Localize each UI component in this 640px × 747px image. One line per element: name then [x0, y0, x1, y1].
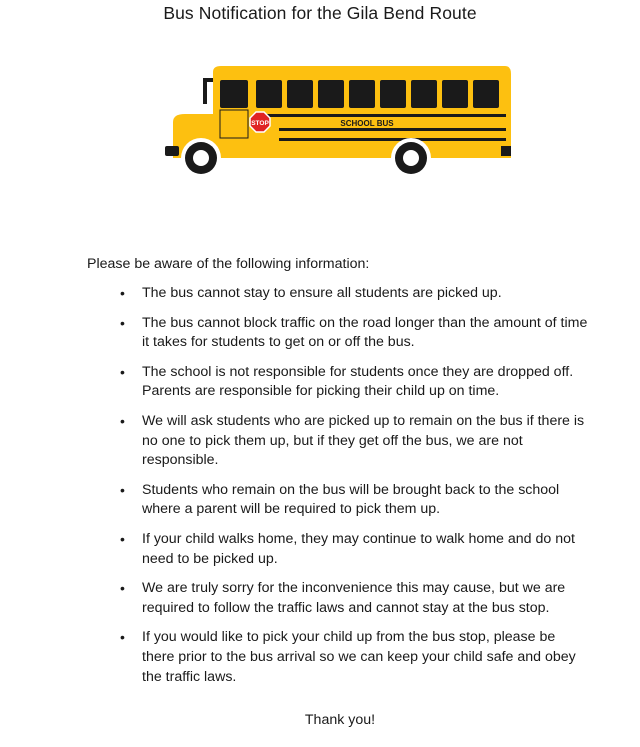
bullet-icon: • — [120, 412, 125, 429]
list-item — [120, 412, 590, 471]
list-item — [120, 579, 590, 618]
bullet-icon: • — [120, 285, 125, 301]
list-item — [120, 481, 590, 520]
list-item-text: We are truly sorry for the inconvenience this may cause, but we are required to follow the traffic laws and cannot stay at the bus stop. — [142, 580, 566, 616]
list-item-text: Students who remain on the bus will be brought back to the school where a parent will be required to pick them up. — [142, 481, 560, 518]
stop-sign-label: STOP — [251, 120, 269, 127]
list-item — [120, 284, 590, 304]
bullet-icon: • — [120, 530, 125, 547]
bullet-icon: • — [120, 580, 125, 597]
intro-text: Please be aware of the following information: — [87, 256, 370, 272]
list-item-text: The school is not responsible for students once they are dropped off. Parents are responsible for picking their child up on time. — [142, 363, 574, 400]
list-item — [120, 314, 590, 353]
list-item-text: The bus cannot block traffic on the road longer than the amount of time it takes for students to get on or off the bus. — [142, 314, 588, 351]
page-title: Bus Notification for the Gila Bend Route — [163, 3, 477, 23]
bullet-icon: • — [120, 629, 125, 646]
list-item-text: If you would like to pick your child up from the bus stop, please be there prior to the bus arrival so we can keep your child safe and obey the traffic laws. — [142, 629, 576, 685]
bullet-icon: • — [120, 481, 125, 498]
list-item-text: If your child walks home, they may continue to walk home and do not need to be picked up. — [142, 530, 575, 567]
closing-text: Thank you! — [304, 712, 376, 728]
list-item-text: The bus cannot stay to ensure all students are picked up. — [142, 285, 502, 301]
list-item-text: We will ask students who are picked up to remain on the bus if there is no one to pick them up, but if they get off the bus, we are not responsible. — [142, 412, 585, 469]
bullet-icon: • — [120, 363, 125, 380]
list-item — [120, 530, 590, 569]
information-list — [120, 284, 590, 697]
school-bus-icon — [163, 66, 513, 176]
list-item — [120, 363, 590, 402]
bullet-icon: • — [120, 314, 125, 331]
bus-label: SCHOOL BUS — [340, 119, 394, 128]
list-item — [120, 628, 590, 687]
